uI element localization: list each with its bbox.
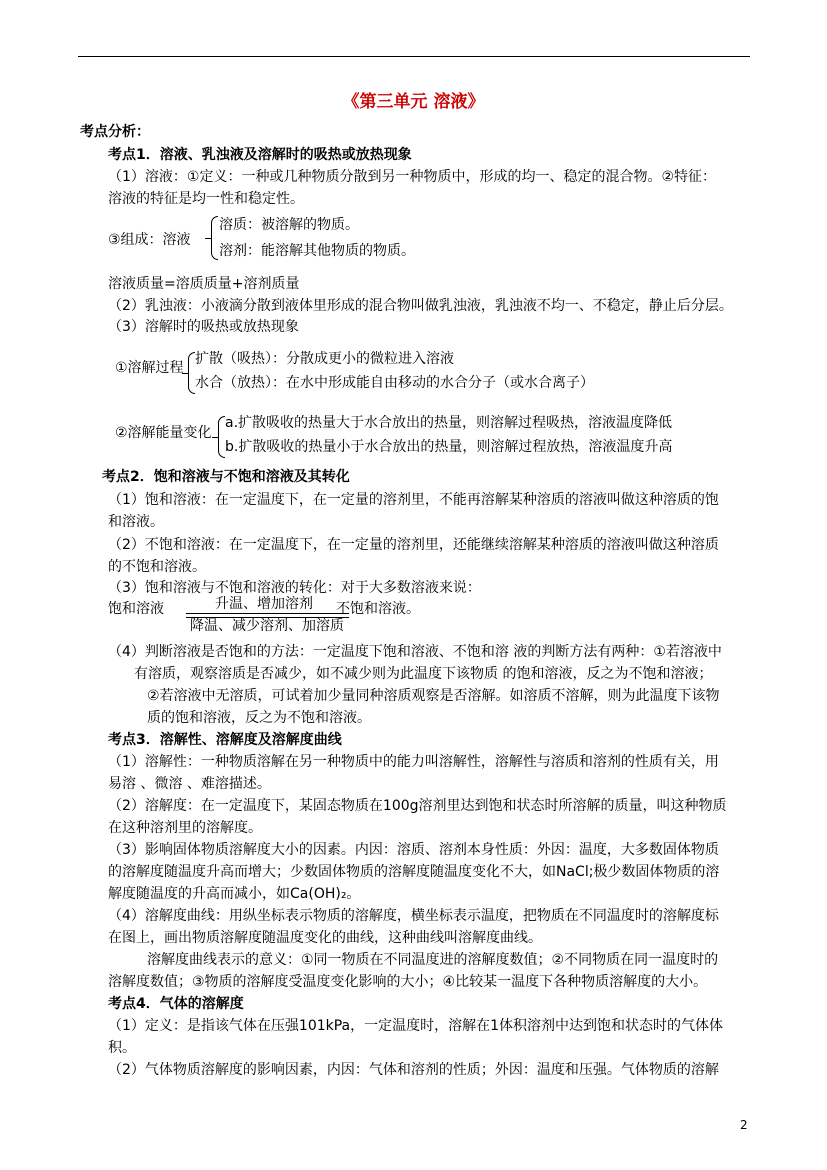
- k2-para1-line1: （1）饱和溶液：在一定温度下，在一定量的溶剂里，不能再溶解某种溶质的溶液叫做这种溶质的饱: [108, 492, 719, 508]
- k2-para4-line3: ②若溶液中无溶质，可试着加少量同种溶质观察是否溶解。如溶质不溶解，则为此温度下该物: [147, 688, 720, 704]
- section-2-heading: 考点2．饱和溶液与不饱和溶液及其转化: [102, 469, 350, 485]
- energy-label: ②溶解能量变化: [115, 425, 212, 441]
- k4-para1-line1: （1）定义：是指该气体在压强101kPa，一定温度时，溶解在1体积溶剂中达到饱和状态时的气体体: [108, 1018, 724, 1034]
- k2-para4-line4: 质的饱和溶液，反之为不饱和溶液。: [147, 710, 371, 726]
- composition-solvent: 溶剂：能溶解其他物质的物质。: [219, 243, 415, 259]
- section-4-heading: 考点4．气体的溶解度: [108, 996, 244, 1012]
- composition-solute: 溶质：被溶解的物质。: [219, 217, 359, 233]
- k2-para4-line1: （4）判断溶液是否饱和的方法：一定温度下饱和溶液、不饱和溶 液的判断方法有两种：①若溶液中: [108, 644, 722, 660]
- k4-para1-line2: 积。: [108, 1040, 136, 1056]
- k3-para4-line2: 在图上，画出物质溶解度随温度变化的曲线，这种曲线叫溶解度曲线。: [108, 930, 542, 946]
- k3-para5-line1: 溶解度曲线表示的意义：①同一物质在不同温度进的溶解度数值；②不同物质在同一温度时的: [147, 952, 719, 968]
- composition-label: ③组成：溶液: [108, 232, 191, 248]
- analysis-heading: 考点分析：: [80, 124, 150, 140]
- k3-para3-line1: （3）影响固体物质溶解度大小的因素。内因：溶质、溶剂本身性质：外因：温度，大多数固体物质: [108, 842, 719, 858]
- k3-para3-line2: 的溶解度随温度升高而增大；少数固体物质的溶解度随温度变化不大，如NaCl;极少数固体物质的溶: [108, 864, 720, 880]
- k4-para2-line1: （2）气体物质溶解度的影响因素，内因：气体和溶剂的性质；外因：温度和压强。气体物质的溶解: [108, 1062, 719, 1078]
- k1-para1-line2: 溶液的特征是均一性和稳定性。: [108, 191, 304, 207]
- k3-para1-line1: （1）溶解性：一种物质溶解在另一种物质中的能力叫溶解性，溶解性与溶质和溶剂的性质有关，用: [108, 754, 719, 770]
- composition-brace: [211, 216, 218, 260]
- page-title: 《第三单元 溶液》: [342, 92, 485, 112]
- conversion-forward-condition: 升温、增加溶剂: [215, 596, 313, 612]
- process-diffusion: 扩散（吸热）：分散成更小的微粒进入溶液: [195, 351, 454, 367]
- energy-brace: [218, 416, 225, 458]
- k3-para1-line2: 易溶 、微溶 、难溶描述。: [108, 776, 271, 792]
- energy-case-b: b.扩散吸收的热量小于水合放出的热量，则溶解过程放热，溶液温度升高: [225, 439, 673, 455]
- process-brace: [188, 352, 195, 394]
- process-label: ①溶解过程: [115, 360, 184, 376]
- k1-para2: （2）乳浊液：小液滴分散到液体里形成的混合物叫做乳浊液，乳浊液不均一、不稳定，静止后分层。: [108, 298, 733, 314]
- k2-para2-line2: 的不饱和溶液。: [108, 559, 206, 575]
- section-3-heading: 考点3．溶解性、溶解度及溶解度曲线: [108, 732, 342, 748]
- k3-para3-line3: 解度随温度的升高而减小，如Ca(OH)₂。: [108, 886, 361, 902]
- k2-para3: （3）饱和溶液与不饱和溶液的转化：对于大多数溶液来说：: [108, 580, 481, 596]
- conversion-unsaturated: 不饱和溶液。: [336, 601, 420, 617]
- k2-para2-line1: （2）不饱和溶液：在一定温度下，在一定量的溶剂里，还能继续溶解某种溶质的溶液叫做这种溶质: [108, 537, 719, 553]
- k1-para1-line1: （1）溶液：①定义：一种或几种物质分散到另一种物质中，形成的均一、稳定的混合物。②特征：: [108, 169, 717, 185]
- k3-para5-line2: 溶解度数值；③物质的溶解度受温度变化影响的大小；④比较某一温度下各种物质溶解度的大小。: [108, 974, 708, 990]
- k2-para4-line2: 有溶质，观察溶质是否减少，如不减少则为此温度下该物质 的饱和溶液，反之为不饱和溶液；: [134, 666, 713, 682]
- k1-para3: （3）溶解时的吸热或放热现象: [108, 319, 299, 335]
- process-hydration: 水合（放热）：在水中形成能自由移动的水合分子（或水合离子）: [195, 375, 594, 391]
- k3-para4-line1: （4）溶解度曲线：用纵坐标表示物质的溶解度，横坐标表示温度，把物质在不同温度时的溶解度标: [108, 908, 719, 924]
- page-number: 2: [740, 1118, 748, 1132]
- conversion-reverse-condition: 降温、减少溶剂、加溶质: [190, 618, 344, 634]
- energy-case-a: a.扩散吸收的热量大于水合放出的热量，则溶解过程吸热，溶液温度降低: [225, 415, 673, 431]
- section-1-heading: 考点1．溶液、乳浊液及溶解时的吸热或放热现象: [108, 147, 412, 163]
- header-rule: [78, 56, 750, 57]
- mass-formula: 溶液质量=溶质质量+溶剂质量: [108, 276, 300, 292]
- k3-para2-line2: 在这种溶剂里的溶解度。: [108, 820, 262, 836]
- conversion-arrow-top: [186, 613, 349, 614]
- k2-para1-line2: 和溶液。: [108, 514, 164, 530]
- k3-para2-line1: （2）溶解度：在一定温度下，某固态物质在100g溶剂里达到饱和状态时所溶解的质量，叫这种物质: [108, 798, 727, 814]
- conversion-saturated: 饱和溶液: [108, 601, 164, 617]
